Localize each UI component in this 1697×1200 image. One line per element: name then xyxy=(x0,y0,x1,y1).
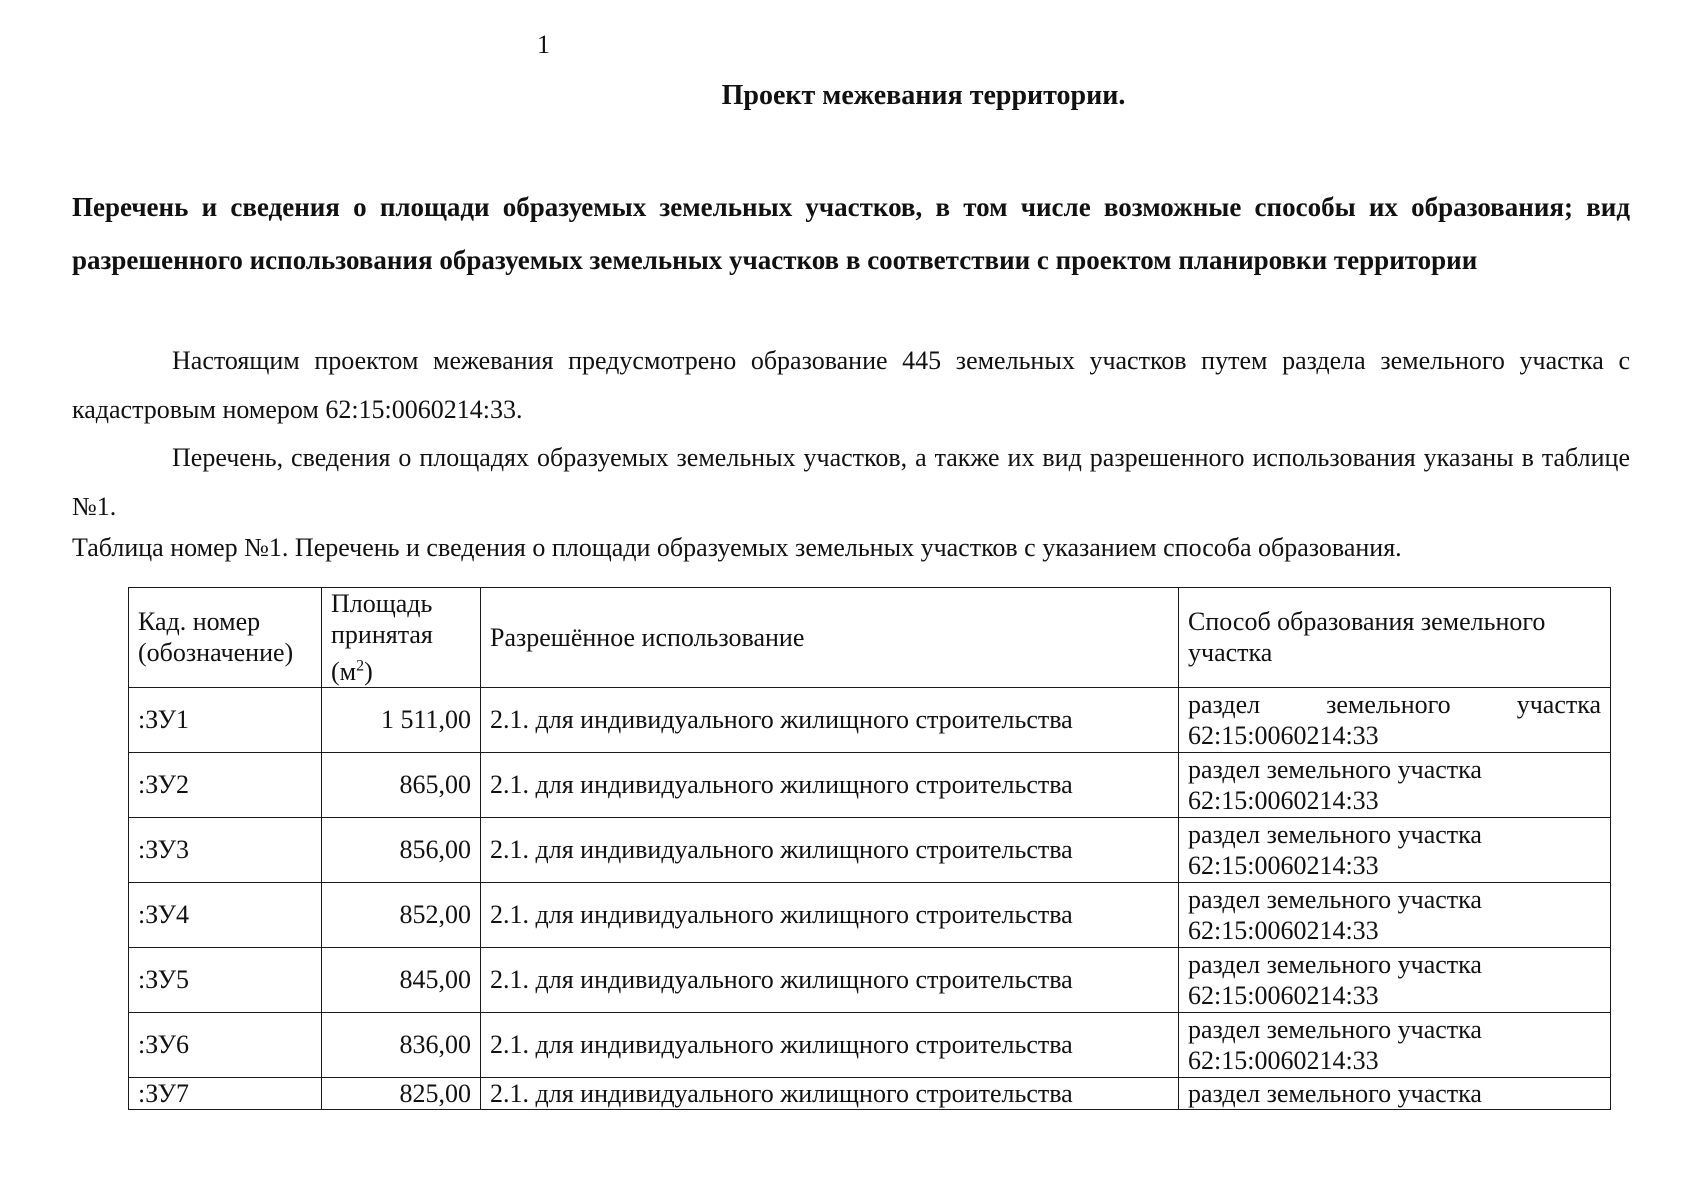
cell-permitted-use: 2.1. для индивидуального жилищного строительства xyxy=(481,687,1179,752)
header-cadastral-number-line2: (обозначение) xyxy=(138,638,294,668)
land-plots-table xyxy=(128,587,1611,1110)
method-line1: раздел земельного участка xyxy=(1188,949,1482,979)
cell-cadastral-number: :ЗУ5 xyxy=(129,947,322,1012)
page-number: 1 xyxy=(537,30,550,59)
cell-formation-method xyxy=(1179,947,1611,1012)
cell-cadastral-number: :ЗУ3 xyxy=(129,817,322,882)
header-formation-method: Способ образования земельного участка xyxy=(1179,588,1611,688)
method-line2: 62:15:0060214:33 xyxy=(1188,785,1379,815)
method-line1: раздел земельного участка xyxy=(1188,819,1482,849)
table-row xyxy=(129,687,1611,752)
table-row xyxy=(129,1077,1611,1109)
cell-area: 852,00 xyxy=(322,882,481,947)
cell-permitted-use: 2.1. для индивидуального жилищного строительства xyxy=(481,1012,1179,1077)
cell-cadastral-number: :ЗУ1 xyxy=(129,687,322,752)
cell-permitted-use: 2.1. для индивидуального жилищного строительства xyxy=(481,1077,1179,1109)
cell-formation-method xyxy=(1179,687,1611,752)
method-line2: 62:15:0060214:33 xyxy=(1188,1045,1379,1075)
cell-permitted-use: 2.1. для индивидуального жилищного строительства xyxy=(481,947,1179,1012)
paragraph-table-reference: Перечень, сведения о площадях образуемых земельных участков, а также их вид разрешенного использования указаны в таблице №1. xyxy=(72,443,1630,521)
cell-area: 825,00 xyxy=(322,1077,481,1109)
method-line2: 62:15:0060214:33 xyxy=(1188,850,1379,880)
method-line1: раздел земельного участка xyxy=(1188,1078,1482,1108)
method-line1: раздел земельного участка xyxy=(1188,884,1482,914)
cell-cadastral-number: :ЗУ2 xyxy=(129,752,322,817)
method-line2: 62:15:0060214:33 xyxy=(1188,720,1379,750)
table-row xyxy=(129,1012,1611,1077)
table-caption: Таблица номер №1. Перечень и сведения о площади образуемых земельных участков с указанием способа образования. xyxy=(72,533,1402,562)
cell-area: 836,00 xyxy=(322,1012,481,1077)
cell-formation-method xyxy=(1179,882,1611,947)
method-line1: раздел земельного участка xyxy=(1188,1014,1482,1044)
table-row xyxy=(129,882,1611,947)
table-header-row xyxy=(129,588,1611,688)
cell-area: 1 511,00 xyxy=(322,687,481,752)
cell-permitted-use: 2.1. для индивидуального жилищного строительства xyxy=(481,882,1179,947)
paragraph-intro: Настоящим проектом межевания предусмотрено образование 445 земельных участков путем раздела земельного участка с кадастровым номером 62:15:0060214:33. xyxy=(72,346,1630,424)
method-line1: раздел земельного участка xyxy=(1188,754,1482,784)
document-title: Проект межевания территории. xyxy=(721,80,1126,111)
header-area-unit: $(м^2)$ xyxy=(331,656,373,686)
table-row xyxy=(129,817,1611,882)
cell-formation-method xyxy=(1179,752,1611,817)
cell-formation-method xyxy=(1179,1012,1611,1077)
cell-area: 865,00 xyxy=(322,752,481,817)
header-cadastral-number-line1: Кад. номер xyxy=(138,607,261,637)
header-area-line1: Площадь xyxy=(331,589,433,618)
cell-formation-method xyxy=(1179,817,1611,882)
cell-cadastral-number: :ЗУ6 xyxy=(129,1012,322,1077)
header-cadastral-number xyxy=(129,588,322,688)
cell-area: 856,00 xyxy=(322,817,481,882)
table-row xyxy=(129,752,1611,817)
cell-area: 845,00 xyxy=(322,947,481,1012)
cell-permitted-use: 2.1. для индивидуального жилищного строительства xyxy=(481,752,1179,817)
cell-formation-method xyxy=(1179,1077,1611,1109)
method-line2: 62:15:0060214:33 xyxy=(1188,980,1379,1010)
cell-permitted-use: 2.1. для индивидуального жилищного строительства xyxy=(481,817,1179,882)
cell-cadastral-number: :ЗУ4 xyxy=(129,882,322,947)
header-area xyxy=(322,588,481,688)
section-heading: Перечень и сведения о площади образуемых земельных участков, в том числе возможные способы их образования; вид разрешенного использования образуемых земельных участков в соответствии с проектом планировки территории xyxy=(72,192,1630,275)
header-area-line2: принятая xyxy=(331,620,433,649)
table-row xyxy=(129,947,1611,1012)
header-permitted-use: Разрешённое использование xyxy=(481,588,1179,688)
method-line1: раздел земельного участка xyxy=(1188,689,1601,719)
method-line2: 62:15:0060214:33 xyxy=(1188,915,1379,945)
cell-cadastral-number: :ЗУ7 xyxy=(129,1077,322,1109)
